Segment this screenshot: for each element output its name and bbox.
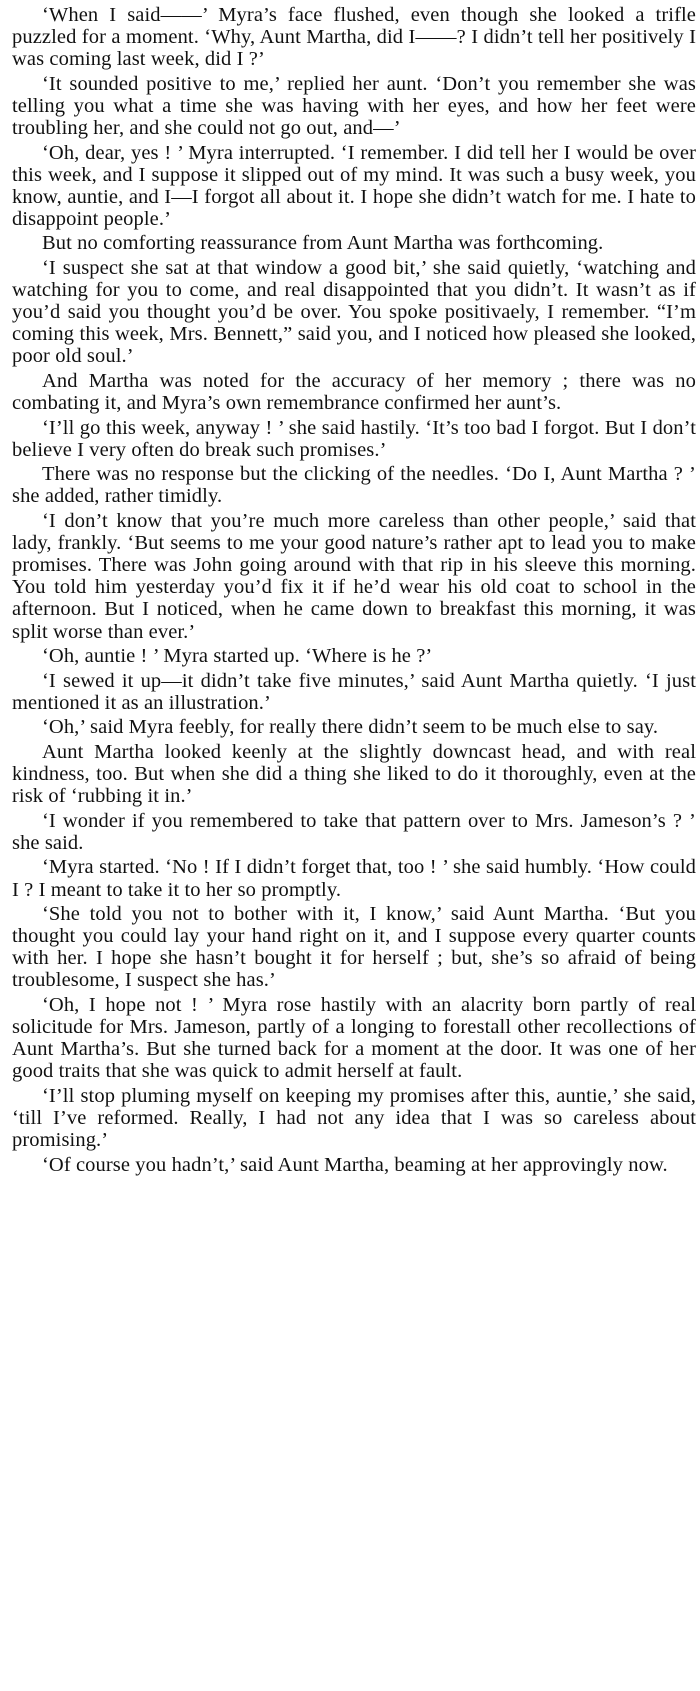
paragraph-14: ‘I wonder if you remembered to take that pattern over to Mrs. Jameson’s ? ’ she said. (12, 809, 696, 854)
paragraph-1: ‘When I said——’ Myra’s face flushed, even though she looked a trifle puzzled for a moment. ‘Why, Aunt Martha, did I——? I didn’t tell her positively I was coming last week, did I ?’ (12, 4, 696, 71)
paragraph-5: ‘I suspect she sat at that window a good bit,’ she said quietly, ‘watching and watching for you to come, and real disappointed that you didn’t. It wasn’t as if you’d said you thought you’d be over. You spoke positivaely, I remember. “I’m coming this week, Mrs. Bennett,” said you, and I noticed how pleased she looked, poor old soul.’ (12, 257, 696, 368)
paragraph-15: ‘Myra started. ‘No ! If I didn’t forget that, too ! ’ she said humbly. ‘How could I ? I meant to take it to her so promptly. (12, 856, 696, 901)
paragraph-2: ‘It sounded positive to me,’ replied her aunt. ‘Don’t you remember she was telling you what a time she was having with her eyes, and how her feet were troubling her, and she could not go out, and—’ (12, 72, 696, 139)
paragraph-18: ‘I’ll stop pluming myself on keeping my promises after this, auntie,’ she said, ‘till I’ve reformed. Really, I had not any idea that I was so careless about promising.’ (12, 1084, 696, 1152)
paragraph-6: And Martha was noted for the accuracy of her memory ; there was no combating it, and Myra’s own remembrance confirmed her aunt’s. (12, 370, 696, 415)
paragraph-11: ‘I sewed it up—it didn’t take five minutes,’ said Aunt Martha quietly. ‘I just mentioned it as an illustration.’ (12, 669, 696, 714)
paragraph-19: ‘Of course you hadn’t,’ said Aunt Martha, beaming at her approvingly now. (42, 1153, 668, 1176)
paragraph-16: ‘She told you not to bother with it, I know,’ said Aunt Martha. ‘But you thought you could lay your hand right on it, and I suppose every quarter counts with her. I hope she hasn’t bought it for herself ; but, she’s so afraid of being troublesome, I suspect she has.’ (12, 903, 696, 992)
paragraph-9: ‘I don’t know that you’re much more careless than other people,’ said that lady, frankly. ‘But seems to me your good nature’s rather apt to lead you to make promises. There was John going around with that rip in his sleeve this morning. You told him yesterday you’d fix it if he’d wear his old coat to school in the afternoon. But I noticed, when he came down to breakfast this morning, it was split worse than ever.’ (12, 510, 696, 643)
paragraph-3: ‘Oh, dear, yes ! ’ Myra interrupted. ‘I remember. I did tell her I would be over this week, and I suppose it slipped out of my mind. It was such a busy week, you know, auntie, and I—I forgot all about it. I hope she didn’t watch for me. I hate to disappoint people.’ (12, 141, 696, 230)
paragraph-10: ‘Oh, auntie ! ’ Myra started up. ‘Where is he ?’ (42, 645, 433, 668)
paragraph-8: There was no response but the clicking of the needles. ‘Do I, Aunt Martha ? ’ she added, rather timidly. (12, 463, 696, 508)
paragraph-7: ‘I’ll go this week, anyway ! ’ she said hastily. ‘It’s too bad I forgot. But I don’t believe I very often do break such promises.’ (12, 416, 696, 461)
paragraph-13: Aunt Martha looked keenly at the slightly downcast head, and with real kindness, too. But when she did a thing she liked to do it thoroughly, even at the risk of ‘rubbing it in.’ (12, 741, 696, 808)
paragraph-4: But no comforting reassurance from Aunt Martha was forthcoming. (42, 232, 604, 255)
paragraph-12: ‘Oh,’ said Myra feebly, for really there didn’t seem to be much else to say. (42, 716, 659, 739)
paragraph-17: ‘Oh, I hope not ! ’ Myra rose hastily with an alacrity born partly of real solicitude for Mrs. Jameson, partly of a longing to forestall other recollections of Aunt Martha’s. But she turned back for a moment at the door. It was one of her good traits that she was quick to admit herself at fault. (12, 994, 696, 1083)
